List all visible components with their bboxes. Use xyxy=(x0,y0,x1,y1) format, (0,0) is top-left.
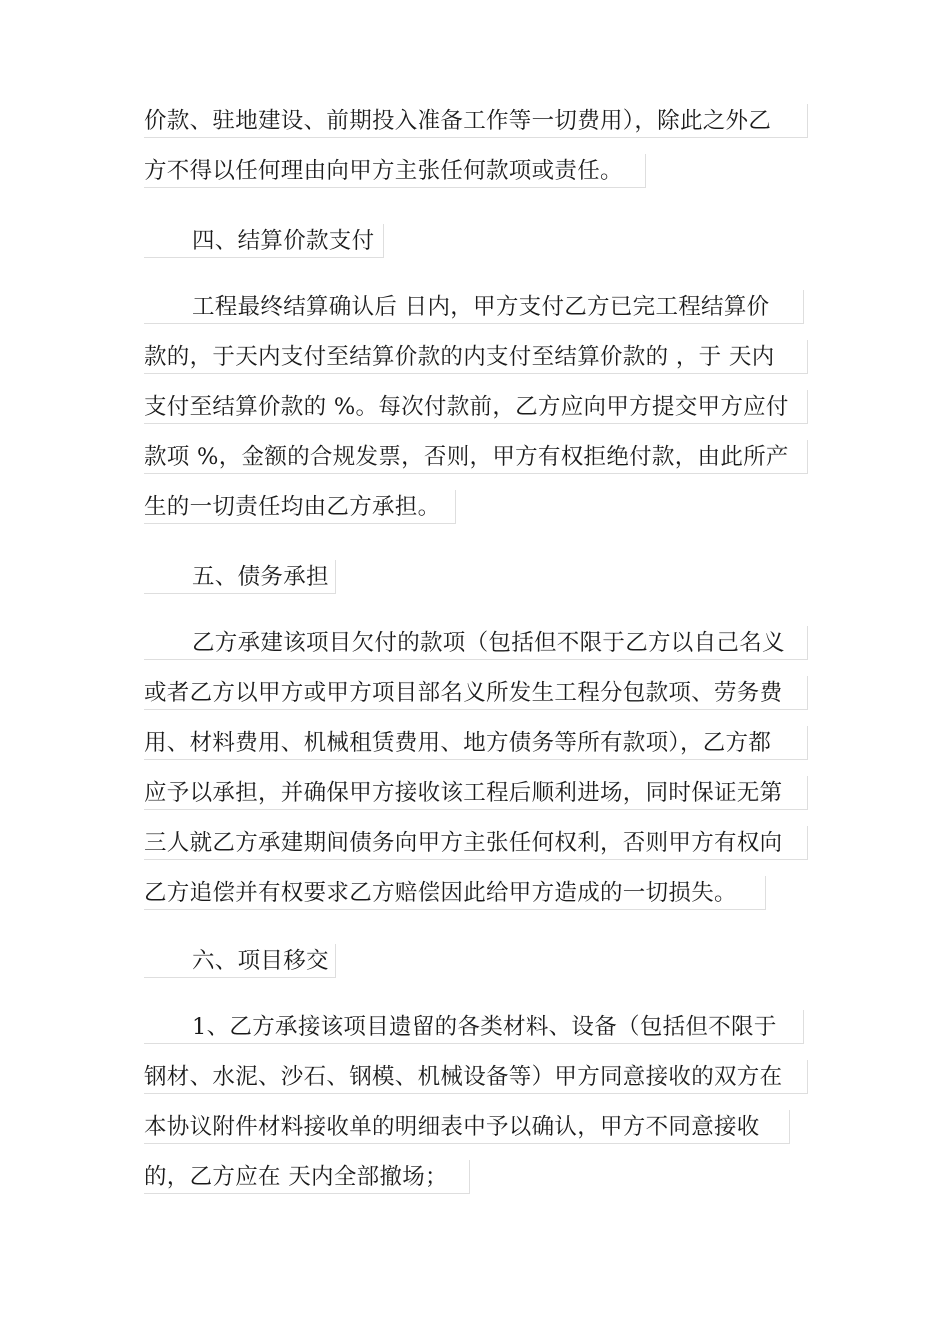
text-line: 工程最终结算确认后 日内，甲方支付乙方已完工程结算价 xyxy=(144,290,804,324)
section-heading-6: 六、项目移交 xyxy=(144,944,336,978)
text-line: 本协议附件材料接收单的明细表中予以确认，甲方不同意接收 xyxy=(144,1110,790,1144)
text-line: 三人就乙方承建期间债务向甲方主张任何权利，否则甲方有权向 xyxy=(144,826,808,860)
text-line: 的，乙方应在 天内全部撤场； xyxy=(144,1160,470,1194)
text-line: 1、乙方承接该项目遗留的各类材料、设备（包括但不限于 xyxy=(144,1010,804,1044)
text-line: 价款、驻地建设、前期投入准备工作等一切费用），除此之外乙 xyxy=(144,104,808,138)
text-line: 应予以承担，并确保甲方接收该工程后顺利进场，同时保证无第 xyxy=(144,776,808,810)
section-heading-4: 四、结算价款支付 xyxy=(144,224,384,258)
section-heading-5: 五、债务承担 xyxy=(144,560,336,594)
text-line: 生的一切责任均由乙方承担。 xyxy=(144,490,456,524)
text-line: 方不得以任何理由向甲方主张任何款项或责任。 xyxy=(144,154,646,188)
text-line: 或者乙方以甲方或甲方项目部名义所发生工程分包款项、劳务费 xyxy=(144,676,808,710)
text-line: 用、材料费用、机械租赁费用、地方债务等所有款项），乙方都 xyxy=(144,726,808,760)
text-line: 支付至结算价款的 %。每次付款前，乙方应向甲方提交甲方应付 xyxy=(144,390,808,424)
text-line: 款项 %，金额的合规发票，否则，甲方有权拒绝付款，由此所产 xyxy=(144,440,808,474)
text-line: 款的，于天内支付至结算价款的内支付至结算价款的 ，于 天内 xyxy=(144,340,808,374)
text-line: 乙方追偿并有权要求乙方赔偿因此给甲方造成的一切损失。 xyxy=(144,876,766,910)
text-line: 钢材、水泥、沙石、钢模、机械设备等）甲方同意接收的双方在 xyxy=(144,1060,808,1094)
text-line: 乙方承建该项目欠付的款项（包括但不限于乙方以自己名义 xyxy=(144,626,808,660)
